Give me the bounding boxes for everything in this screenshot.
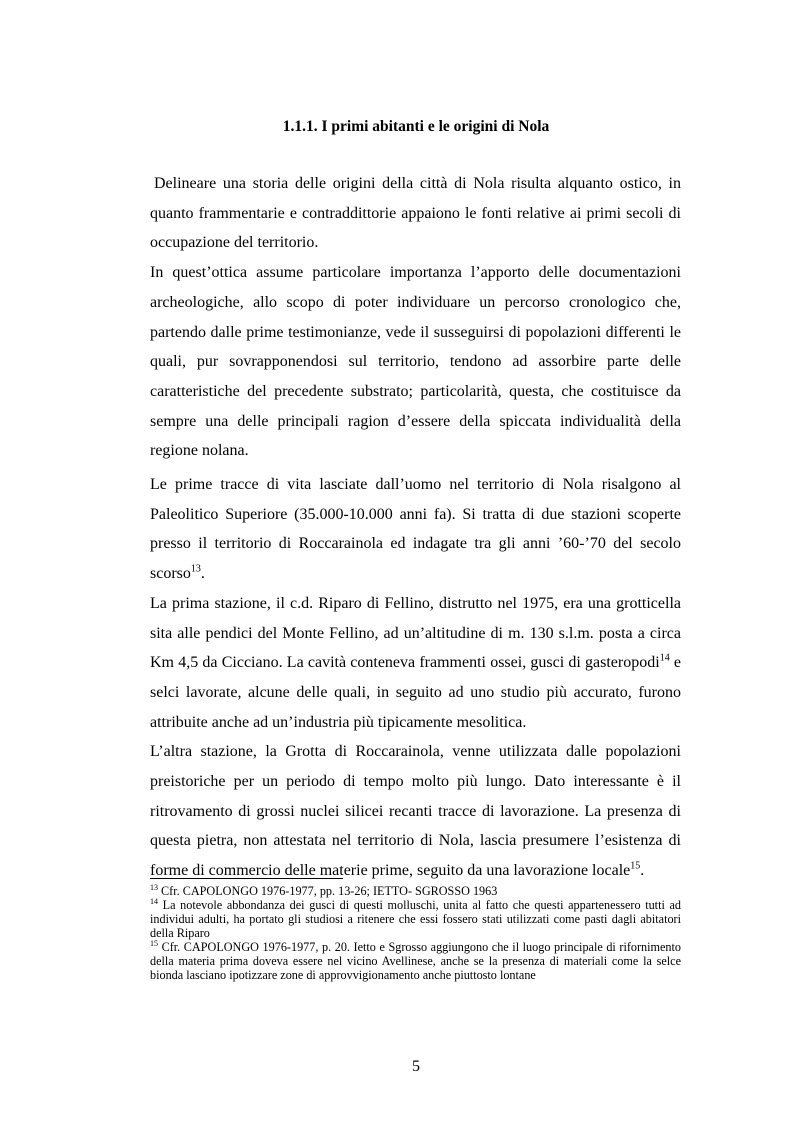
paragraph-4-text: La prima stazione, il c.d. Riparo di Fellino, distrutto nel 1975, era una grotticella sita alle pendici del Monte Fellino, ad un’altitudine di m. 130 s.l.m. posta a circa Km 4,5 da Cicciano. La cavità conteneva frammenti ossei, gusci di gasteropodi [150,594,681,672]
footnote-divider [150,878,343,879]
prehistory-text-block [150,470,681,886]
paragraph-3 [150,470,681,589]
footnote-14 [150,898,681,940]
intro-text-block [150,169,681,466]
paragraph-3-tail: . [200,565,205,583]
footnote-15-text: Cfr. CAPOLONGO 1976-1977, p. 20. Ietto e Sgrosso aggiungono che il luogo principale di rifornimento della materia prima doveva essere nel vicino Avellinese, anche se la presenza di materiali come la selce bionda lasciano ipotizzare zone di approvvigionamento anche piuttosto lontane [150,940,682,982]
paragraph-4-tail: e selci lavorate, alcune delle quali, in seguito ad uno studio più accurato, furono attribuite anche ad un’industria più tipicamente mesolitica. [150,654,681,731]
paragraph-3-text: Le prime tracce di vita lasciate dall’uomo nel territorio di Nola risalgono al Paleolitico Superiore (35.000-10.000 anni fa). Si tratta di due stazioni scoperte presso il territorio di Roccarainola ed indagate tra gli anni ’60-’70 del secolo scorso [150,476,681,583]
paragraph-5-text: L’altra stazione, la Grotta di Roccarainola, venne utilizzata dalle popolazioni preistoriche per un periodo di tempo molto più lungo. Dato interessante è il ritrovamento di grossi nuclei silicei recanti tracce di lavorazione. La presenza di questa pietra, non attestata nel territorio di Nola, lascia presumere l’esistenza di forme di commercio delle materie prime, seguito da una lavorazione locale [150,743,681,880]
footnotes-section [150,884,681,982]
paragraph-5 [150,737,681,886]
paragraph-1: Delineare una storia delle origini della città di Nola risulta alquanto ostico, in quanto frammentarie e contraddittorie appaiono le fonti relative ai primi secoli di occupazione del territorio. [150,175,681,252]
footnote-ref-15[interactable]: 15 [630,860,641,872]
footnote-14-text: La notevole abbondanza dei gusci di questi molluschi, unita al fatto che questi appartenessero tutti ad individui adulti, ha portato gli studiosi a ritenere che essi fossero stati utilizzati come pasti dagli abitatori della Riparo [150,898,682,940]
footnote-13-text: Cfr. CAPOLONGO 1976-1977, pp. 13-26; IETTO- SGROSSO 1963 [161,884,498,898]
footnote-15-number: 15 [150,938,158,948]
paragraph-2: In quest’ottica assume particolare importanza l’apporto delle documentazioni archeologiche, allo scopo di poter individuare un percorso cronologico che, partendo dalle prime testimonianze, vede il susseguirsi di popolazioni differenti le quali, pur sovrapponendosi sul territorio, tendono ad assorbire parte delle caratteristiche del precedente substrato; particolarità, questa, che costituisce da sempre una delle principali ragion d’essere della spiccata individualità della regione nolana. [150,264,681,460]
page-number: 5 [412,1058,420,1075]
paragraph-4 [150,589,681,738]
footnote-ref-14[interactable]: 14 [659,652,670,664]
footnote-13 [150,884,681,898]
footnote-13-number: 13 [150,882,158,892]
footnote-14-number: 14 [150,896,158,906]
footnote-ref-13[interactable]: 13 [190,563,201,575]
footnote-15 [150,940,681,982]
paragraph-5-tail: . [640,862,645,880]
section-heading: 1.1.1. I primi abitanti e le origini di Nola [282,118,550,135]
